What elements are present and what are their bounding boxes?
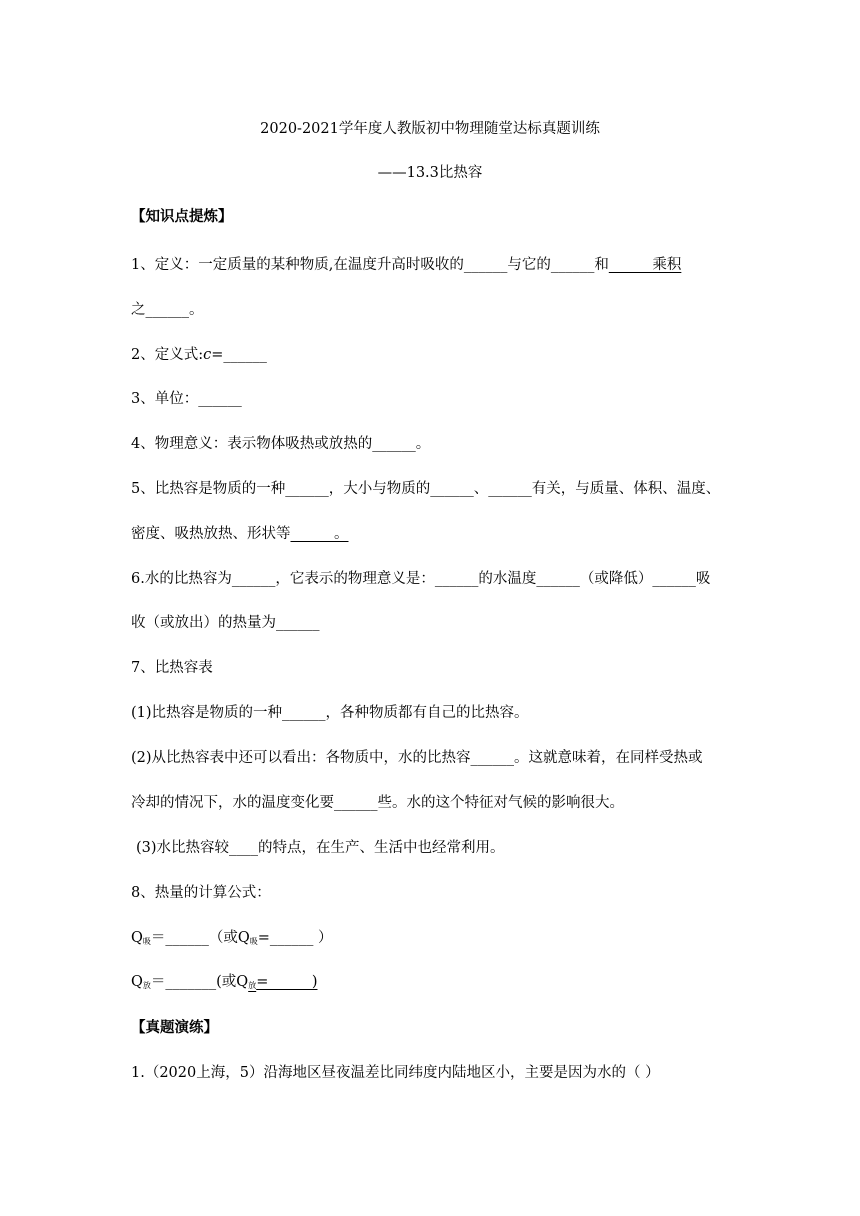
item-6-line-2: 收（或放出）的热量为______ — [131, 615, 320, 631]
formula-part: =______) — [256, 974, 318, 990]
formula-subscript: 放 — [142, 981, 151, 990]
item-1-line-1 — [131, 256, 681, 274]
formula-heat-released — [131, 973, 318, 993]
item-6-line-1: 6.水的比热容为______，它表示的物理意义是：______的水温度______（或降低）______吸 — [131, 571, 711, 587]
item-5-line-2 — [131, 525, 349, 543]
formula-heat-absorbed — [131, 929, 333, 949]
formula-subscript: 吸 — [142, 937, 151, 946]
item-1-line-2: 之______。 — [131, 302, 204, 318]
item-7-sub-2-line-2: 冷却的情况下，水的温度变化要______些。水的这个特征对气候的影响很大。 — [131, 795, 624, 811]
item-5-underlined: ______。 — [290, 526, 349, 542]
item-8-heading: 8、热量的计算公式： — [131, 885, 271, 901]
item-2-label: 2、定义式: — [131, 347, 204, 363]
item-2-variable: c — [203, 347, 212, 363]
document-subtitle: ——13.3比热容 — [377, 165, 483, 181]
practice-question-1: 1.（2020上海，5）沿海地区昼夜温差比同纬度内陆地区小，主要是因为水的（ ） — [131, 1065, 660, 1081]
item-5-line-1: 5、比热容是物质的一种______，大小与物质的______、______有关，与质量、体积、温度、 — [131, 481, 721, 497]
item-3: 3、单位：______ — [131, 391, 242, 407]
item-7-heading: 7、比热容表 — [131, 660, 213, 676]
document-title: 2020-2021学年度人教版初中物理随堂达标真题训练 — [260, 121, 600, 137]
item-4: 4、物理意义：表示物体吸热或放热的______。 — [131, 436, 431, 452]
formula-part: ＝_______(或Q — [150, 974, 249, 990]
item-5-text: 密度、吸热放热、形状等 — [131, 526, 291, 542]
formula-q-symbol: Q — [131, 930, 143, 946]
formula-q-symbol: Q — [131, 974, 143, 990]
formula-subscript: 放 — [248, 981, 257, 990]
formula-subscript: 吸 — [249, 937, 258, 946]
item-2 — [131, 346, 267, 364]
item-7-sub-2-line-1: (2)从比热容表中还可以看出：各物质中，水的比热容______。这就意味着，在同样受热或 — [131, 750, 703, 766]
item-1-text: 1、定义：一定质量的某种物质,在温度升高时吸收的______与它的______和 — [131, 257, 609, 273]
formula-part: ＝______（或Q — [150, 930, 250, 946]
item-1-underlined: ______乘积 — [608, 257, 682, 273]
item-7-sub-3: (3)水比热容较____的特点，在生产、生活中也经常利用。 — [136, 840, 505, 856]
formula-part: =______ ） — [257, 930, 333, 946]
item-2-blank: =______ — [211, 347, 267, 363]
item-7-sub-1: (1)比热容是物质的一种______，各种物质都有自己的比热容。 — [131, 705, 529, 721]
section-knowledge-heading: 【知识点提炼】 — [131, 208, 233, 225]
section-practice-heading: 【真题演练】 — [131, 1019, 218, 1036]
